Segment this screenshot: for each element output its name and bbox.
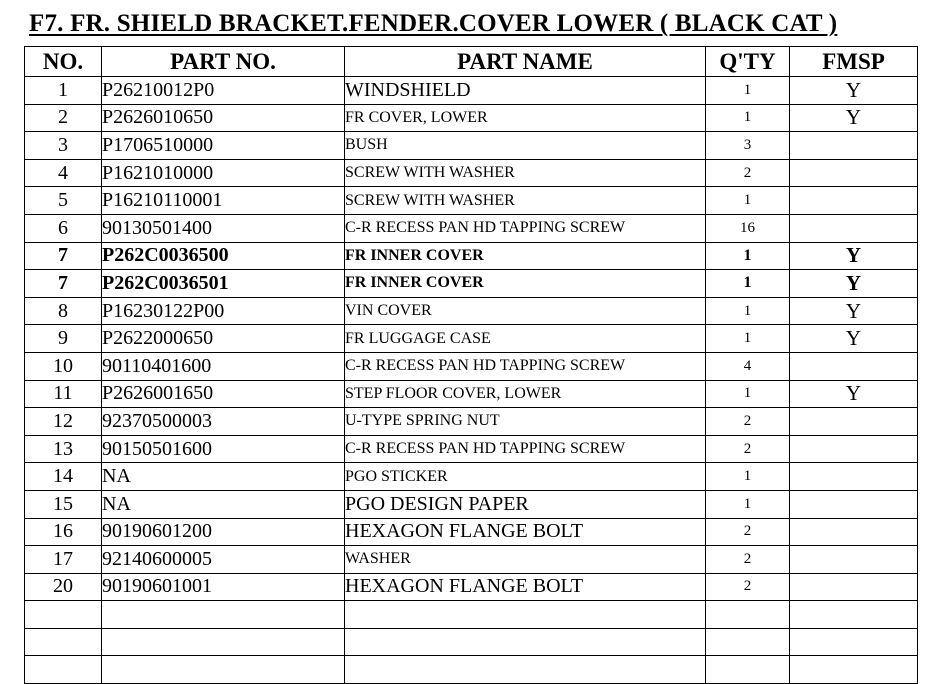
- row-no-cell: 11: [25, 380, 102, 408]
- row-part-name-cell: [345, 628, 706, 656]
- row-qty-cell: 1: [706, 104, 790, 132]
- table-row: [25, 242, 918, 270]
- table-row: [25, 601, 918, 629]
- header-part-no: PART NO.: [102, 47, 345, 77]
- row-part-name-cell: FR LUGGAGE CASE: [345, 325, 706, 353]
- row-part-no-cell: [102, 628, 345, 656]
- table-row: [25, 490, 918, 518]
- row-fmsp-cell: Y: [790, 297, 918, 325]
- row-fmsp-cell: [790, 656, 918, 684]
- table-row: [25, 325, 918, 353]
- table-row: [25, 463, 918, 491]
- row-qty-cell: 1: [706, 270, 790, 298]
- row-part-name-cell: PGO STICKER: [345, 463, 706, 491]
- row-part-name-cell: [345, 601, 706, 629]
- row-no-cell: 17: [25, 546, 102, 574]
- row-part-no-cell: P26210012P0: [102, 77, 345, 105]
- table-row: [25, 77, 918, 105]
- row-part-no-cell: P1706510000: [102, 132, 345, 160]
- table-row: [25, 408, 918, 436]
- row-qty-cell: 1: [706, 297, 790, 325]
- row-part-no-cell: NA: [102, 490, 345, 518]
- row-part-no-cell: 92370500003: [102, 408, 345, 436]
- row-no-cell: [25, 601, 102, 629]
- row-part-name-cell: FR COVER, LOWER: [345, 104, 706, 132]
- header-part-name: PART NAME: [345, 47, 706, 77]
- table-row: [25, 187, 918, 215]
- row-qty-cell: 4: [706, 352, 790, 380]
- header-fmsp: FMSP: [790, 47, 918, 77]
- row-part-name-cell: WASHER: [345, 546, 706, 574]
- row-qty-cell: 1: [706, 325, 790, 353]
- row-part-name-cell: BUSH: [345, 132, 706, 160]
- row-part-name-cell: SCREW WITH WASHER: [345, 159, 706, 187]
- table-row: [25, 159, 918, 187]
- row-part-name-cell: WINDSHIELD: [345, 77, 706, 105]
- row-part-no-cell: P2626010650: [102, 104, 345, 132]
- row-fmsp-cell: [790, 159, 918, 187]
- row-part-name-cell: C-R RECESS PAN HD TAPPING SCREW: [345, 214, 706, 242]
- row-part-no-cell: 90190601200: [102, 518, 345, 546]
- row-part-no-cell: 90130501400: [102, 214, 345, 242]
- row-qty-cell: 1: [706, 187, 790, 215]
- row-part-no-cell: [102, 601, 345, 629]
- row-part-no-cell: P16210110001: [102, 187, 345, 215]
- row-qty-cell: [706, 628, 790, 656]
- row-qty-cell: 1: [706, 380, 790, 408]
- row-fmsp-cell: [790, 214, 918, 242]
- row-part-name-cell: PGO DESIGN PAPER: [345, 490, 706, 518]
- table-row: [25, 214, 918, 242]
- row-qty-cell: 1: [706, 490, 790, 518]
- table-row: [25, 435, 918, 463]
- table-row: [25, 132, 918, 160]
- row-part-name-cell: FR INNER COVER: [345, 270, 706, 298]
- row-part-name-cell: [345, 656, 706, 684]
- table-row: [25, 297, 918, 325]
- row-fmsp-cell: Y: [790, 325, 918, 353]
- table-row: [25, 270, 918, 298]
- table-row: [25, 518, 918, 546]
- row-part-name-cell: FR INNER COVER: [345, 242, 706, 270]
- table-body: [25, 77, 918, 684]
- row-fmsp-cell: [790, 518, 918, 546]
- row-part-no-cell: 90150501600: [102, 435, 345, 463]
- row-qty-cell: 1: [706, 242, 790, 270]
- row-no-cell: 8: [25, 297, 102, 325]
- row-qty-cell: 3: [706, 132, 790, 160]
- row-fmsp-cell: [790, 546, 918, 574]
- row-fmsp-cell: [790, 187, 918, 215]
- header-no: NO.: [25, 47, 102, 77]
- row-no-cell: 15: [25, 490, 102, 518]
- row-part-no-cell: P2622000650: [102, 325, 345, 353]
- row-no-cell: 13: [25, 435, 102, 463]
- row-fmsp-cell: Y: [790, 380, 918, 408]
- row-no-cell: 7: [25, 242, 102, 270]
- page-title: F7. FR. SHIELD BRACKET.FENDER.COVER LOWER ( BLACK CAT ): [29, 10, 838, 37]
- row-no-cell: 20: [25, 573, 102, 601]
- row-qty-cell: 1: [706, 77, 790, 105]
- row-part-no-cell: P2626001650: [102, 380, 345, 408]
- row-qty-cell: 16: [706, 214, 790, 242]
- row-fmsp-cell: [790, 352, 918, 380]
- row-no-cell: 16: [25, 518, 102, 546]
- table-row: [25, 573, 918, 601]
- row-part-name-cell: VIN COVER: [345, 297, 706, 325]
- row-part-no-cell: P262C0036501: [102, 270, 345, 298]
- row-no-cell: [25, 656, 102, 684]
- row-fmsp-cell: [790, 628, 918, 656]
- row-fmsp-cell: [790, 132, 918, 160]
- row-no-cell: 10: [25, 352, 102, 380]
- row-qty-cell: 2: [706, 573, 790, 601]
- table-row: [25, 628, 918, 656]
- table-header-row: [25, 47, 918, 77]
- row-fmsp-cell: Y: [790, 242, 918, 270]
- row-qty-cell: 2: [706, 546, 790, 574]
- row-qty-cell: [706, 656, 790, 684]
- row-part-no-cell: 90190601001: [102, 573, 345, 601]
- row-fmsp-cell: Y: [790, 77, 918, 105]
- row-no-cell: 3: [25, 132, 102, 160]
- row-fmsp-cell: [790, 573, 918, 601]
- row-no-cell: 5: [25, 187, 102, 215]
- table-row: [25, 656, 918, 684]
- row-part-no-cell: NA: [102, 463, 345, 491]
- row-part-name-cell: U-TYPE SPRING NUT: [345, 408, 706, 436]
- row-no-cell: 2: [25, 104, 102, 132]
- row-qty-cell: 2: [706, 159, 790, 187]
- row-no-cell: 9: [25, 325, 102, 353]
- row-part-no-cell: P262C0036500: [102, 242, 345, 270]
- row-qty-cell: [706, 601, 790, 629]
- table-row: [25, 380, 918, 408]
- row-fmsp-cell: [790, 601, 918, 629]
- row-no-cell: 6: [25, 214, 102, 242]
- row-part-name-cell: HEXAGON FLANGE BOLT: [345, 573, 706, 601]
- table-row: [25, 104, 918, 132]
- row-no-cell: 14: [25, 463, 102, 491]
- table-row: [25, 352, 918, 380]
- row-part-no-cell: [102, 656, 345, 684]
- row-fmsp-cell: [790, 435, 918, 463]
- table-row: [25, 546, 918, 574]
- row-part-name-cell: C-R RECESS PAN HD TAPPING SCREW: [345, 352, 706, 380]
- row-part-no-cell: P16230122P00: [102, 297, 345, 325]
- row-part-name-cell: C-R RECESS PAN HD TAPPING SCREW: [345, 435, 706, 463]
- row-qty-cell: 2: [706, 518, 790, 546]
- row-qty-cell: 1: [706, 463, 790, 491]
- row-no-cell: 4: [25, 159, 102, 187]
- row-qty-cell: 2: [706, 435, 790, 463]
- row-no-cell: 12: [25, 408, 102, 436]
- row-fmsp-cell: [790, 463, 918, 491]
- row-part-no-cell: 90110401600: [102, 352, 345, 380]
- row-fmsp-cell: [790, 408, 918, 436]
- parts-table: [24, 46, 918, 684]
- row-no-cell: 1: [25, 77, 102, 105]
- row-part-name-cell: SCREW WITH WASHER: [345, 187, 706, 215]
- row-qty-cell: 2: [706, 408, 790, 436]
- row-part-no-cell: 92140600005: [102, 546, 345, 574]
- header-qty: Q'TY: [706, 47, 790, 77]
- row-no-cell: 7: [25, 270, 102, 298]
- row-fmsp-cell: Y: [790, 104, 918, 132]
- row-fmsp-cell: Y: [790, 270, 918, 298]
- row-no-cell: [25, 628, 102, 656]
- row-part-name-cell: STEP FLOOR COVER, LOWER: [345, 380, 706, 408]
- row-part-no-cell: P1621010000: [102, 159, 345, 187]
- row-part-name-cell: HEXAGON FLANGE BOLT: [345, 518, 706, 546]
- row-fmsp-cell: [790, 490, 918, 518]
